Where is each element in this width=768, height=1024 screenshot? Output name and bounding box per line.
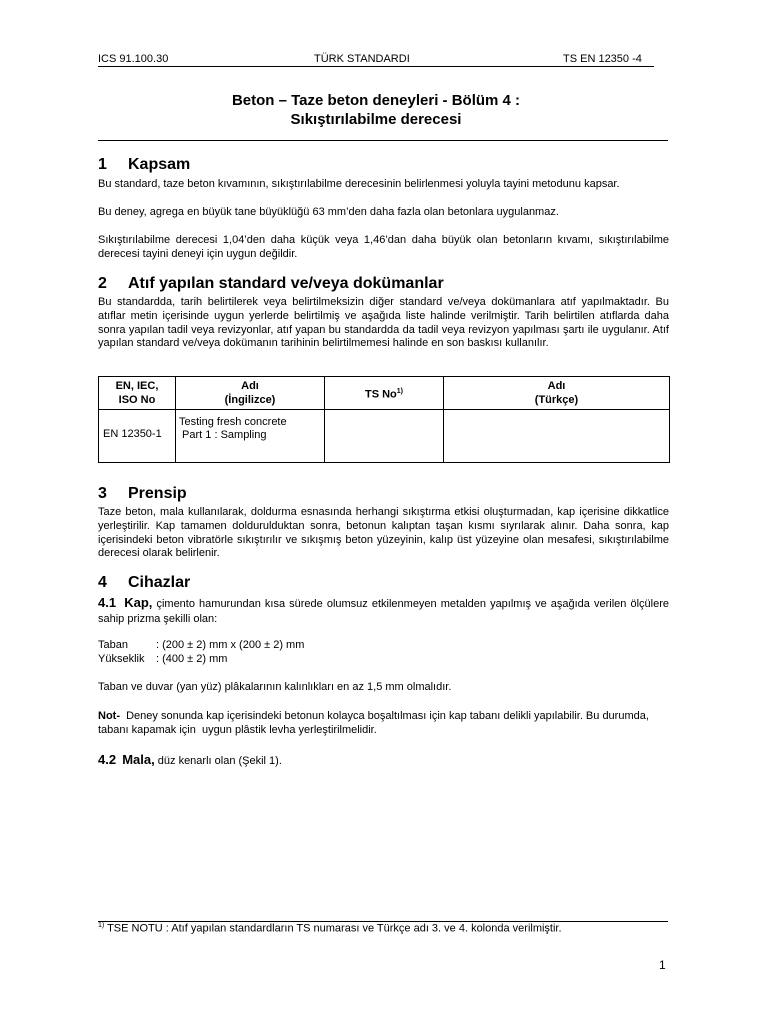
footnote-mark: 1)	[98, 922, 105, 929]
table-row	[99, 410, 670, 463]
section-title: Atıf yapılan standard ve/veya dokümanlar	[128, 275, 444, 292]
column-header-name-en	[176, 377, 325, 410]
reference-standards-table	[98, 376, 670, 463]
cell-text: Testing fresh concrete	[179, 416, 287, 428]
dimension-label: Taban	[98, 639, 128, 651]
header-text: (İngilizce)	[224, 394, 276, 406]
section-heading-2	[98, 275, 444, 293]
header-text: ISO No	[118, 394, 156, 406]
page-number: 1	[659, 958, 666, 972]
subsection-text: çimento hamurundan kısa sürede olumsuz etkilenmeyen metalden yapılmış ve aşağıda verilen ölçülere sahip prizma şekilli olan:	[98, 598, 669, 625]
header-standard-code: ICS 91.100.30	[98, 53, 169, 65]
dimension-row-height	[98, 653, 669, 667]
section-title: Kapsam	[128, 156, 191, 173]
subsection-title: Kap,	[124, 595, 153, 610]
document-subtitle: Sıkıştırılabilme derecesi	[290, 111, 462, 128]
section-heading-1	[98, 156, 190, 174]
paragraph: Taban ve duvar (yan yüz) plâkalarının kalınlıkları en az 1,5 mm olmalıdır.	[98, 681, 452, 693]
header-text: (Türkçe)	[534, 394, 579, 406]
title-rule	[98, 140, 668, 141]
paragraph: Bu standard, taze beton kıvamının, sıkıştırılabilme derecesinin belirlenmesi yoluyla tayini metodunu kapsar.	[98, 178, 620, 190]
header-title: TÜRK STANDARDI	[314, 53, 410, 65]
subsection-title: Mala,	[122, 752, 155, 767]
cell-en-no: EN 12350-1	[99, 410, 176, 463]
header-document-number: TS EN 12350 -4	[563, 53, 642, 65]
table-header-row	[99, 377, 670, 410]
section-number: 1	[98, 156, 107, 173]
section-number: 2	[98, 275, 107, 292]
header-text: Adı	[547, 380, 566, 392]
subsection-text: düz kenarlı olan (Şekil 1).	[154, 755, 282, 767]
subsection-4-2	[98, 752, 669, 769]
footnote	[98, 922, 562, 935]
document-title: Beton – Taze beton deneyleri - Bölüm 4 :	[231, 92, 521, 109]
column-header-ts-no	[325, 377, 444, 410]
section-heading-3	[98, 485, 187, 503]
footnote-text: TSE NOTU : Atıf yapılan standardların TS numarası ve Türkçe adı 3. ve 4. kolonda verilmiştir.	[104, 922, 562, 935]
section-title: Prensip	[128, 485, 187, 502]
subsection-number: 4.1	[98, 595, 117, 610]
cell-ts-no	[325, 410, 444, 463]
header-text: EN, IEC,	[115, 380, 159, 392]
section-number: 4	[98, 574, 107, 591]
dimension-value: : (400 ± 2) mm	[156, 653, 228, 665]
section-number: 3	[98, 485, 107, 502]
paragraph: Sıkıştırılabilme derecesi 1,04’den daha küçük veya 1,46’dan daha büyük olan betonların kıvamı, sıkıştırılabilme derecesi tayini deneyi için uygun değildir.	[98, 234, 669, 260]
dimension-label: Yükseklik	[98, 653, 145, 665]
column-header-en-no	[99, 377, 176, 410]
header-rule	[98, 66, 654, 67]
subsection-number: 4.2	[98, 752, 117, 767]
header-text: Adı	[241, 380, 259, 392]
section-heading-4	[98, 574, 190, 592]
dimension-row-base	[98, 639, 669, 653]
header-text: TS No	[364, 388, 397, 401]
paragraph: Taze beton, mala kullanılarak, doldurma esnasında herhangi sıkıştırma etkisi oluşturmadan, kap içerisine dikkatlice yerleştirilir. Kap tamamen doldurulduktan sonra, betonun kalıptan taşan kısmı sıyrılarak alınır. Daha sonra, kap içerisindeki beton vibratörle sıkıştırılır ve sıkışmış beton yüzeyinin, kalıp üst yüzeyine olan mesafesi, sıkıştırılabilme derecesi olarak belirlenir.	[98, 506, 669, 560]
note	[98, 710, 669, 738]
footnote-reference: 1)	[396, 387, 403, 395]
section-title: Cihazlar	[128, 574, 191, 591]
paragraph: Bu standardda, tarih belirtilerek veya belirtilmeksizin diğer standard ve/veya dokümanlara atıf yapılmaktadır. Bu atıflar metin içerisinde uygun yerlerde belirtilmiş ve aşağıda liste halinde verilmiştir. Tarih belirtilen atıflarda daha sonra yapılan tadil veya revizyonlar, atıf yapan bu standardda da tadil veya revizyon yapılması şartı ile uygulanır. Atıf yapılan standard ve/veya dokümanın tarihinin belirtilmemesi halinde en son baskısı kullanılır.	[98, 296, 669, 350]
cell-name-tr	[444, 410, 670, 463]
note-text: Deney sonunda kap içerisindeki betonun kolayca boşaltılması için kap tabanı delikli yapılabilir. Bu durumda, tabanı kapamak için uygun plâstik levha yerleştirilmelidir.	[98, 710, 652, 736]
subsection-4-1	[98, 595, 669, 627]
column-header-name-tr	[444, 377, 670, 410]
cell-text: Part 1 : Sampling	[179, 429, 267, 441]
note-label: Not-	[98, 710, 120, 722]
paragraph: Bu deney, agrega en büyük tane büyüklüğü 63 mm’den daha fazla olan betonlara uygulanmaz.	[98, 206, 559, 218]
cell-name-en	[176, 410, 325, 463]
dimension-value: : (200 ± 2) mm x (200 ± 2) mm	[156, 639, 305, 651]
